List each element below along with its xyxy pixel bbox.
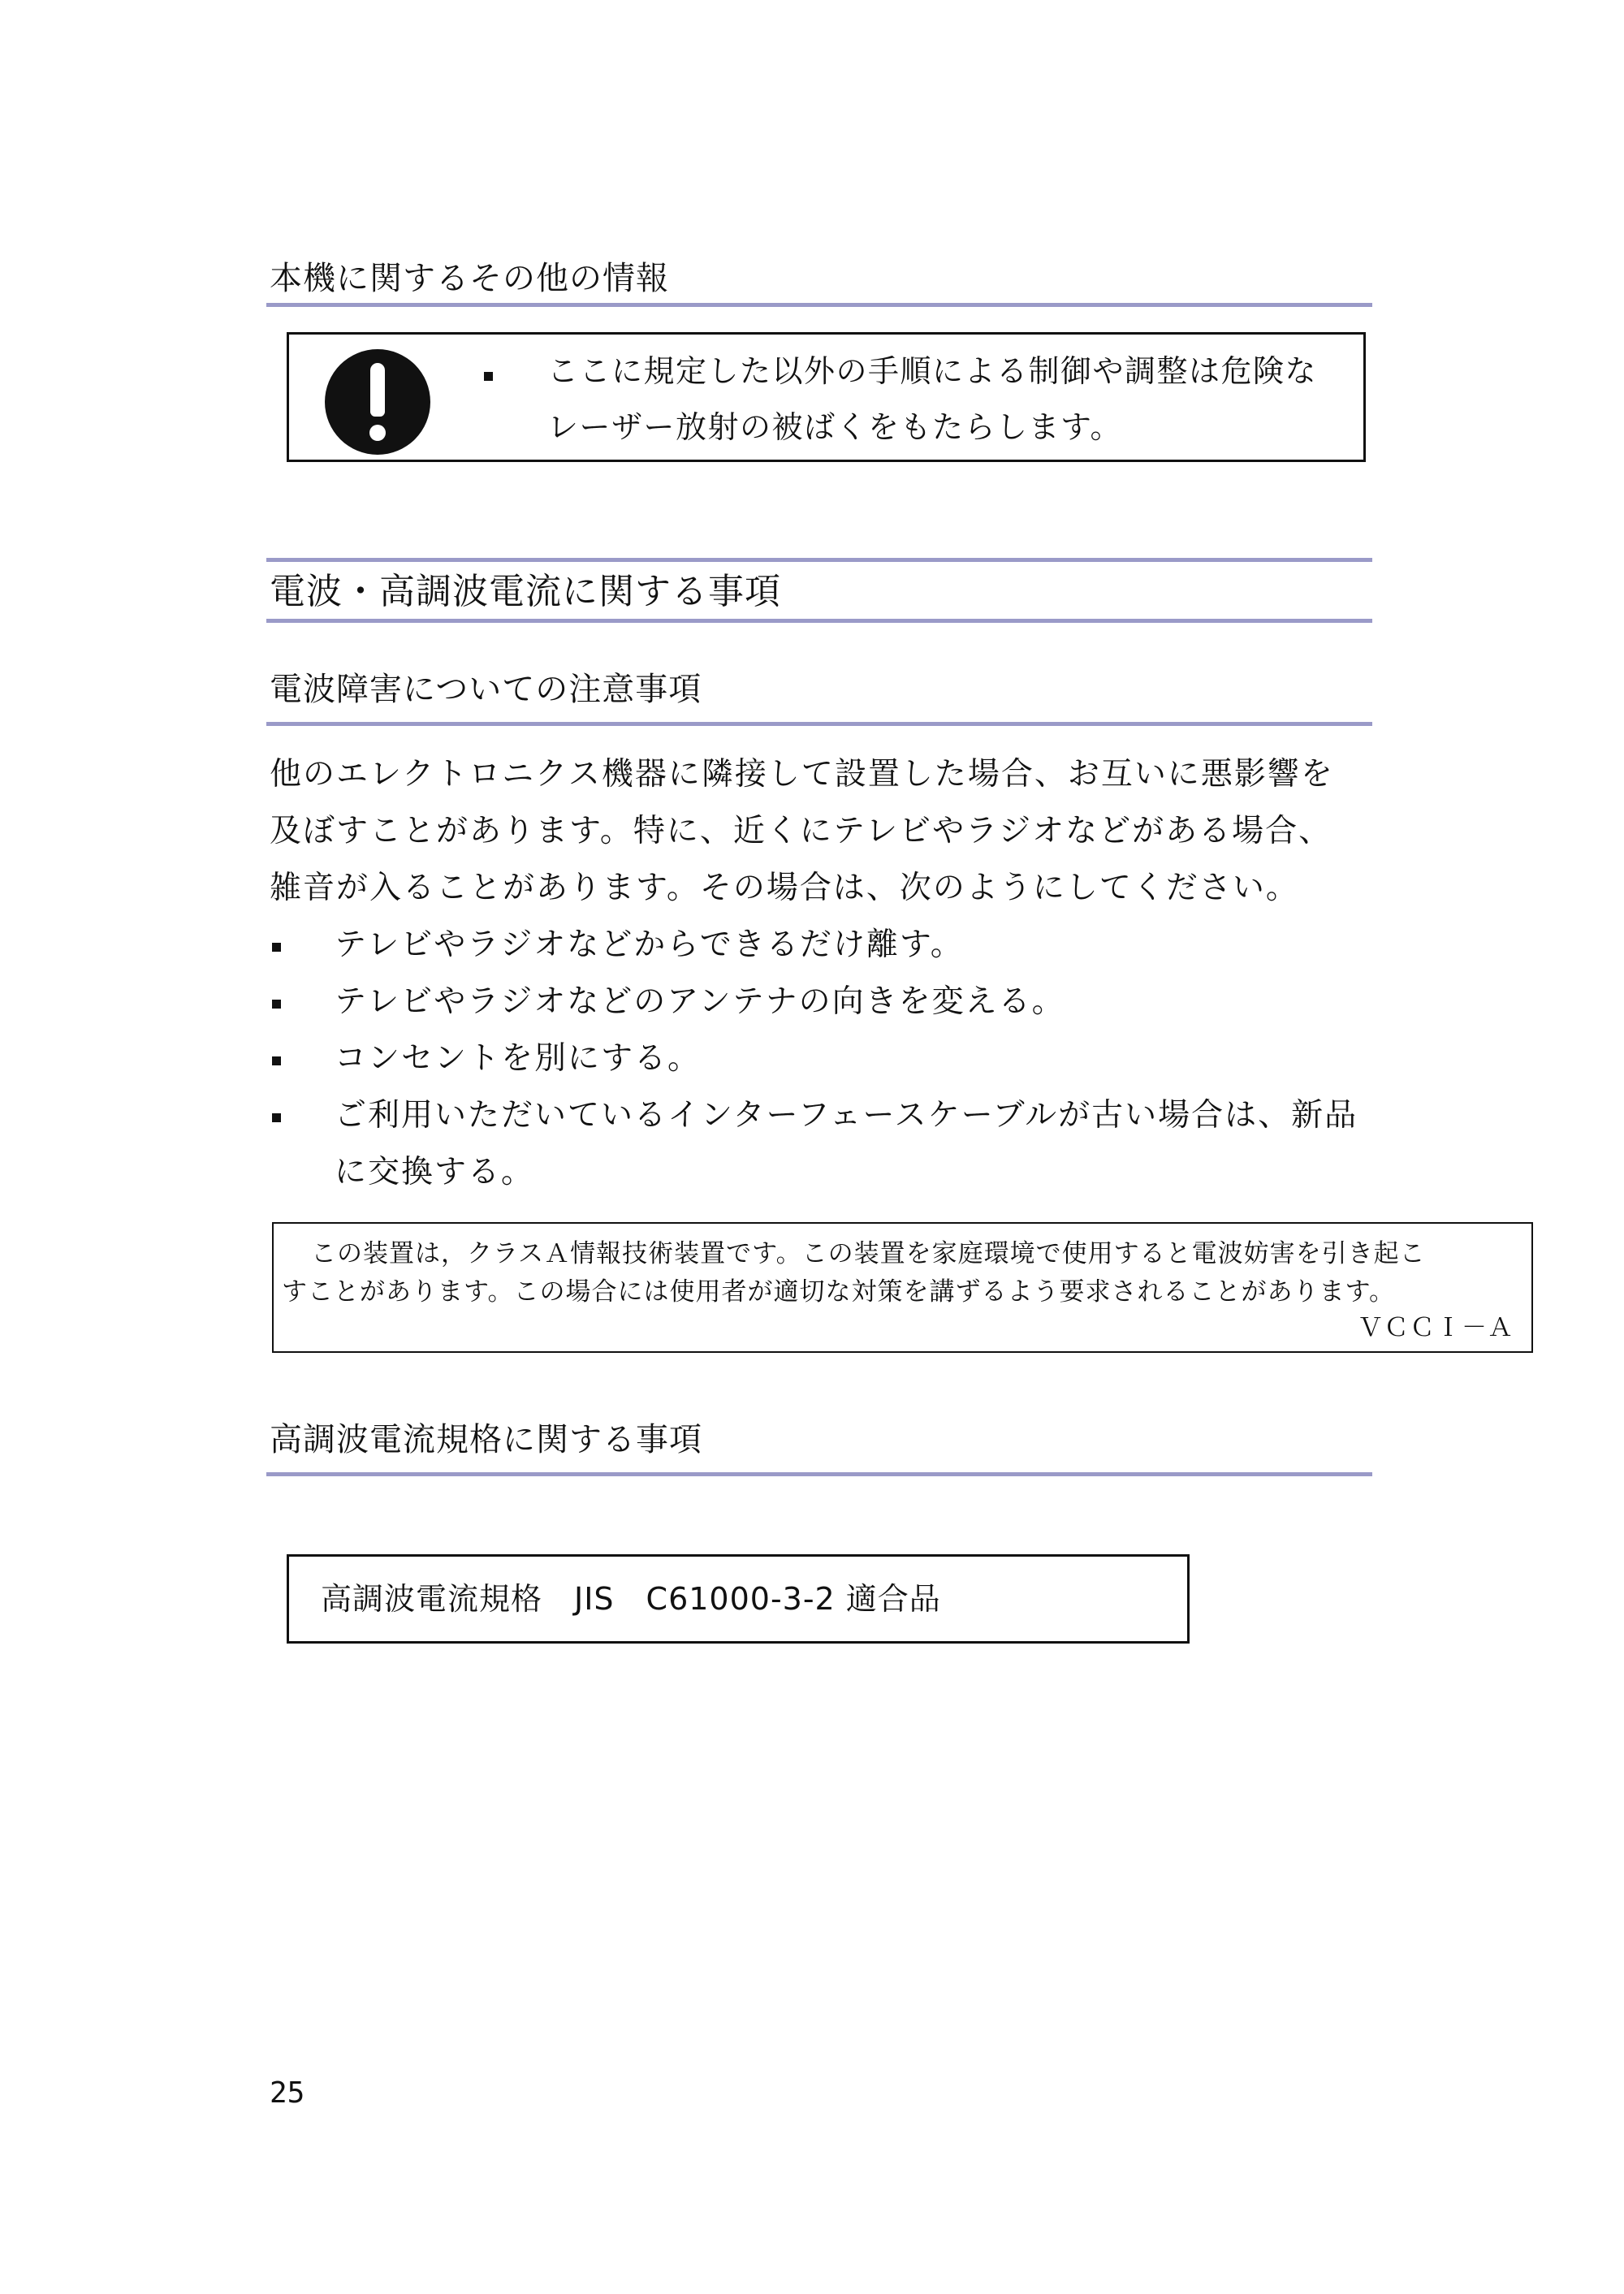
caution-text-line-2: レーザー放射の被ばくをもたらします。 (547, 409, 1122, 445)
caution-text-line-1: ここに規定した以外の手順による制御や調整は危険な (547, 353, 1318, 389)
section-divider (266, 722, 1372, 726)
harmonic-standard-box (287, 1554, 1190, 1644)
list-item: ご利用いただいているインターフェースケーブルが古い場合は、新品 (335, 1097, 1358, 1134)
bullet-icon (272, 1056, 281, 1065)
vcci-text-line-1: この装置は，クラスＡ情報技術装置です。この装置を家庭環境で使用すると電波妨害を引き起こ (311, 1239, 1426, 1268)
exclamation-circle-icon (325, 349, 430, 455)
section-heading-other-info: 本機に関するその他の情報 (270, 260, 669, 297)
section-divider (266, 1472, 1372, 1476)
bullet-icon (272, 1000, 281, 1009)
vcci-mark: ＶＣＣＩ－Ａ (1358, 1313, 1514, 1342)
paragraph-line-3: 雑音が入ることがあります。その場合は、次のようにしてください。 (270, 870, 1299, 906)
vcci-text-line-2: すことがあります。この場合には使用者が適切な対策を講ずるよう要求されることがあります。 (282, 1277, 1396, 1307)
harmonic-standard-text: 高調波電流規格 JIS C61000-3-2 適合品 (321, 1581, 941, 1617)
vcci-notice-box (272, 1222, 1533, 1353)
section-heading-harmonic: 高調波電流規格に関する事項 (270, 1421, 702, 1458)
paragraph-line-1: 他のエレクトロニクス機器に隣接して設置した場合、お互いに悪影響を (270, 756, 1334, 793)
list-item: コンセントを別にする。 (335, 1040, 702, 1077)
section-divider (266, 619, 1372, 623)
list-item: テレビやラジオなどのアンテナの向きを変える。 (335, 983, 1065, 1020)
page-number: 25 (270, 2076, 305, 2110)
bullet-icon (272, 943, 281, 952)
section-heading-interference: 電波障害についての注意事項 (270, 671, 702, 708)
section-divider (266, 558, 1372, 562)
bullet-icon (484, 372, 493, 381)
paragraph-line-2: 及ぼすことがあります。特に、近くにテレビやラジオなどがある場合、 (270, 813, 1332, 849)
section-divider (266, 303, 1372, 307)
section-heading-emc: 電波・高調波電流に関する事項 (270, 571, 781, 612)
bullet-icon (272, 1113, 281, 1122)
caution-box (287, 332, 1366, 462)
list-item: テレビやラジオなどからできるだけ離す。 (335, 927, 964, 963)
list-item-continuation: に交換する。 (335, 1154, 535, 1190)
